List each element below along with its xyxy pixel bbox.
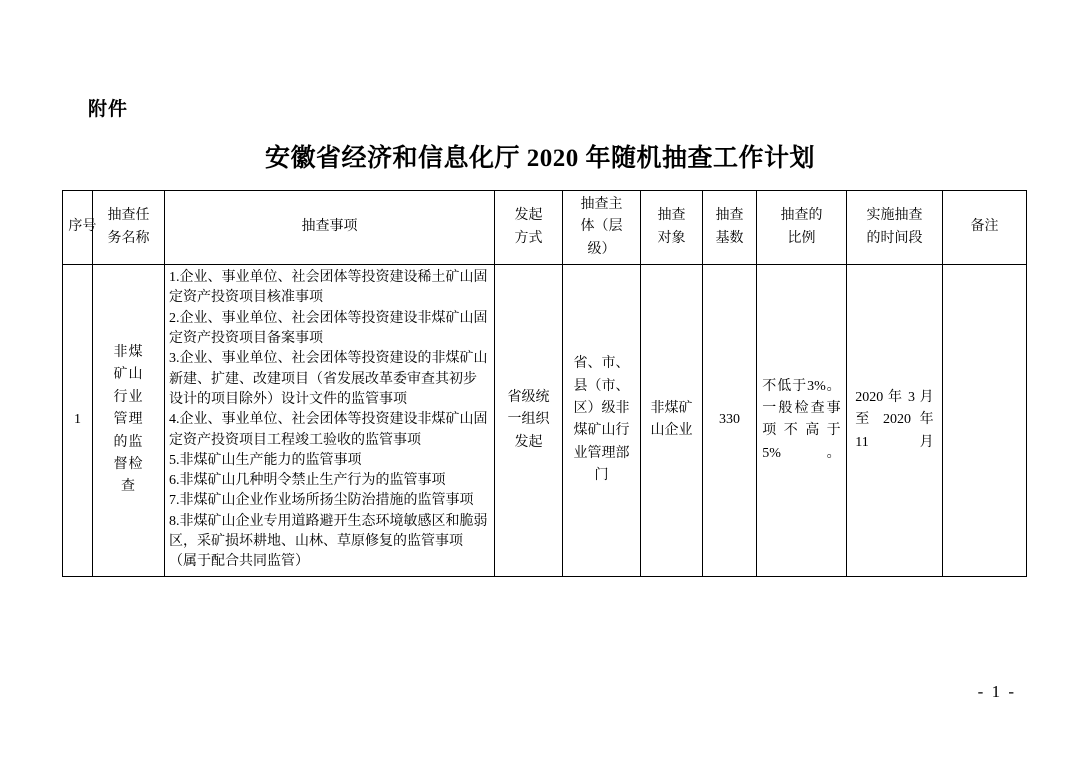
column-header-task-name	[93, 191, 165, 265]
attachment-label: 附件	[88, 99, 129, 120]
column-header-ratio	[757, 191, 847, 265]
list-item: 3.企业、事业单位、社会团体等投资建设的非煤矿山新建、扩建、改建项目（省发展改革委审查其初步设计的项目除外）设计文件的监管事项	[169, 351, 488, 407]
column-header-period-label: 实施抽查的时间段	[866, 208, 923, 246]
list-item: 4.企业、事业单位、社会团体等投资建设非煤矿山固定资产投资项目工程竣工验收的监管事项	[169, 412, 488, 448]
cell-method-text: 省级统一组织发起	[507, 389, 550, 450]
column-header-method-label: 发起方式	[514, 208, 543, 246]
column-header-remark	[943, 191, 1027, 265]
list-item: 7.非煤矿山企业作业场所扬尘防治措施的监管事项	[169, 493, 474, 509]
cell-items	[165, 265, 495, 576]
column-header-object-label: 抽查对象	[657, 208, 686, 246]
cell-ratio-text: 不低于3%。一般检查事项不高于5%。	[762, 378, 841, 461]
cell-object-text: 非煤矿山企业	[650, 401, 693, 439]
cell-subject	[563, 265, 641, 576]
list-item: 2.企业、事业单位、社会团体等投资建设非煤矿山固定资产投资项目备案事项	[169, 310, 488, 347]
list-item: 5.非煤矿山生产能力的监管事项	[169, 452, 362, 468]
column-header-subject-label: 抽查主体（层级）	[580, 197, 623, 257]
cell-subject-text: 省、市、县（市、区）级非煤矿山行业管理部门	[573, 356, 630, 484]
cell-period	[847, 265, 943, 576]
cell-remark	[943, 265, 1027, 576]
inspection-plan-table	[62, 190, 1027, 577]
cell-seq: 1	[63, 265, 93, 576]
column-header-remark-label: 备注	[970, 219, 999, 235]
table-row	[63, 265, 1027, 576]
column-header-base	[703, 191, 757, 265]
cell-period-text: 2020 年 3 月至 2020 年 11 月	[855, 389, 934, 450]
column-header-subject	[563, 191, 641, 265]
column-header-object	[641, 191, 703, 265]
column-header-ratio-label: 抽查的比例	[780, 208, 823, 246]
column-header-period	[847, 191, 943, 265]
column-header-items-label: 抽查事项	[301, 219, 358, 235]
table-header-row	[63, 191, 1027, 265]
column-header-items	[165, 191, 495, 265]
column-header-seq-label: 序号	[68, 219, 97, 235]
list-item: 6.非煤矿山几种明令禁止生产行为的监管事项	[169, 473, 446, 489]
column-header-base-label: 抽查基数	[715, 208, 744, 246]
cell-task-name-text: 非煤矿山行业管理的监督检查	[113, 345, 144, 495]
cell-ratio	[757, 265, 847, 576]
cell-method	[495, 265, 563, 576]
cell-base: 330	[703, 265, 757, 576]
column-header-task-name-label: 抽查任务名称	[107, 208, 150, 246]
page-title: 安徽省经济和信息化厅 2020 年随机抽查工作计划	[264, 145, 815, 172]
cell-task-name	[93, 265, 165, 576]
list-item: 1.企业、事业单位、社会团体等投资建设稀土矿山固定资产投资项目核准事项	[169, 270, 488, 306]
cell-object	[641, 265, 703, 576]
page-number: - 1 -	[977, 682, 1016, 701]
column-header-seq	[63, 191, 97, 265]
list-item: 8.非煤矿山企业专用道路避开生态环境敏感区和脆弱区，采矿损坏耕地、山林、草原修复的监管事项（属于配合共同监管）	[169, 513, 488, 570]
column-header-method	[495, 191, 563, 265]
